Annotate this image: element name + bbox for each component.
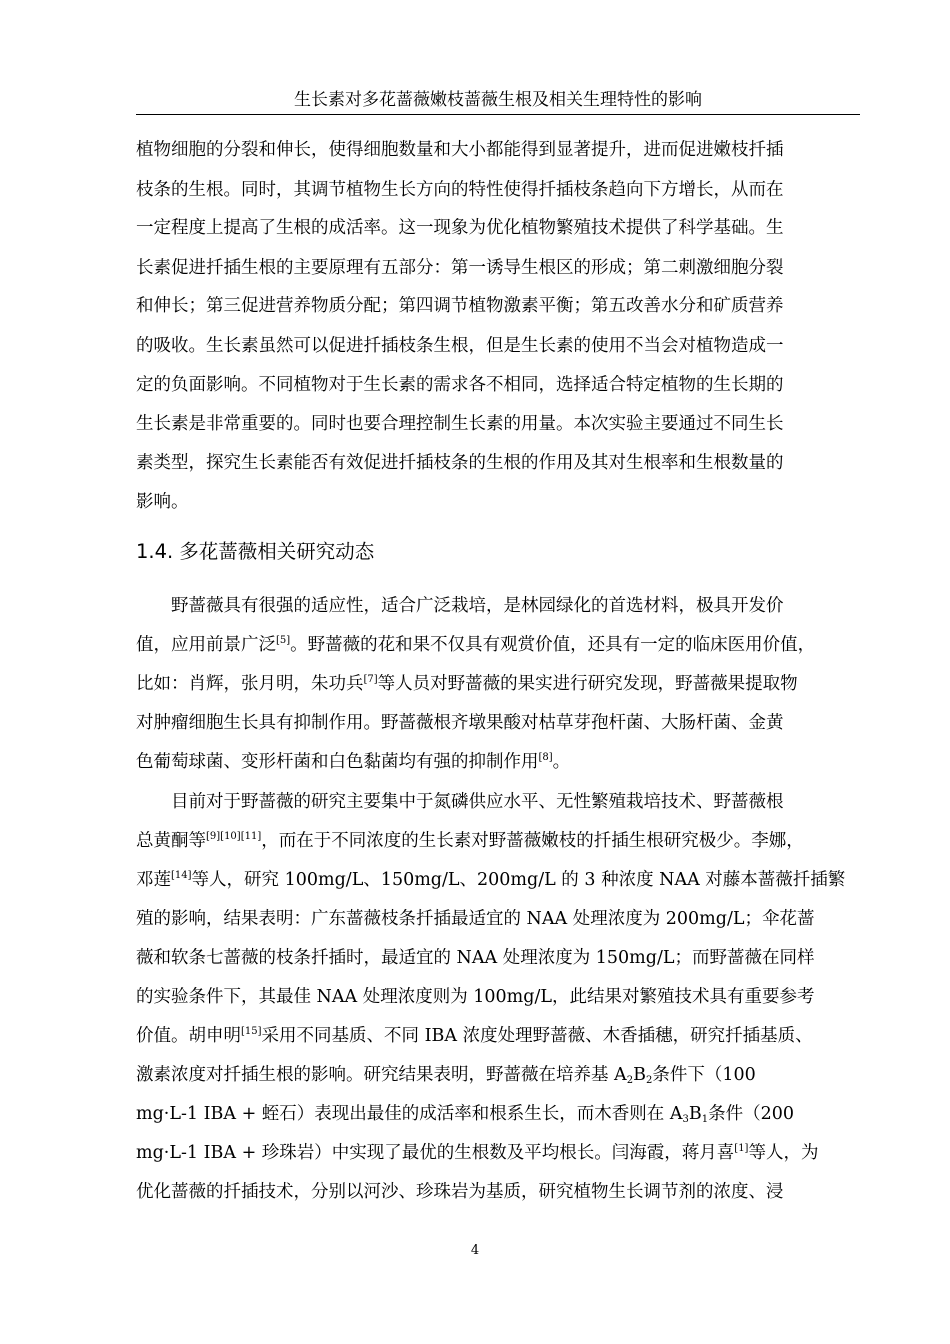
body-line: 一定程度上提高了生根的成活率。这一现象为优化植物繁殖技术提供了科学基础。生 — [136, 218, 784, 238]
section-number: 1.4. — [136, 540, 174, 563]
body-line: 的吸收。生长素虽然可以促进扦插枝条生根，但是生长素的使用不当会对植物造成一 — [136, 336, 784, 356]
body-line: 目前对于野蔷薇的研究主要集中于氮磷供应水平、无性繁殖栽培技术、野蔷薇根 — [171, 792, 784, 812]
citation[interactable]: [1] — [734, 1143, 749, 1154]
body-line: 对肿瘤细胞生长具有抑制作用。野蔷薇根齐墩果酸对枯草芽孢杆菌、大肠杆菌、金黄 — [136, 713, 784, 733]
citation[interactable]: [5] — [276, 635, 291, 646]
body-line: 影响。 — [136, 492, 189, 512]
body-line: 激素浓度对扦插生根的影响。研究结果表明，野蔷薇在培养基 $A_2B_2$条件下（100 — [136, 1065, 756, 1086]
body-line: 优化蔷薇的扦插技术，分别以河沙、珍珠岩为基质，研究植物生长调节剂的浓度、浸 — [136, 1182, 784, 1202]
body-line: 殖的影响，结果表明：广东蔷薇枝条扦插最适宜的 NAA 处理浓度为 200mg/L；伞花蔷 — [136, 909, 815, 929]
header-rule — [136, 114, 860, 115]
body-line: 总黄酮等[9][10][11]，而在于不同浓度的生长素对野蔷薇嫩枝的扦插生根研究极少。李娜， — [136, 831, 804, 851]
citation[interactable]: [14] — [171, 870, 192, 881]
body-line: 薇和软条七蔷薇的枝条扦插时，最适宜的 NAA 处理浓度为 150mg/L；而野蔷薇在同样 — [136, 948, 815, 968]
citation[interactable]: [9][10][11] — [206, 831, 262, 842]
body-line: 枝条的生根。同时，其调节植物生长方向的特性使得扦插枝条趋向下方增长，从而在 — [136, 180, 784, 200]
section-heading — [136, 538, 374, 566]
section-title: 多花蔷薇相关研究动态 — [179, 540, 375, 563]
body-line: mg·L-1 IBA + 珍珠岩）中实现了最优的生根数及平均根长。闫海霞，蒋月喜[1]等人，为 — [136, 1143, 819, 1163]
body-line: 素类型，探究生长素能否有效促进扦插枝条的生根的作用及其对生根率和生根数量的 — [136, 453, 784, 473]
citation[interactable]: [8] — [538, 752, 553, 763]
body-line: 植物细胞的分裂和伸长，使得细胞数量和大小都能得到显著提升，进而促进嫩枝扦插 — [136, 140, 784, 160]
body-line: 值，应用前景广泛[5]。野蔷薇的花和果不仅具有观赏价值，还具有一定的临床医用价值， — [136, 635, 816, 655]
body-line: 野蔷薇具有很强的适应性，适合广泛栽培，是林园绿化的首选材料，极具开发价 — [171, 596, 784, 616]
citation[interactable]: [15] — [241, 1026, 262, 1037]
body-line: mg·L-1 IBA + 蛭石）表现出最佳的成活率和根系生长，而木香则在 $A_3B_1$条件（200 — [136, 1104, 795, 1125]
body-line: 长素促进扦插生根的主要原理有五部分：第一诱导生根区的形成；第二刺激细胞分裂 — [136, 258, 784, 278]
running-header: 生长素对多花蔷薇嫩枝蔷薇生根及相关生理特性的影响 — [294, 90, 702, 110]
body-line: 比如：肖辉，张月明，朱功兵[7]等人员对野蔷薇的果实进行研究发现，野蔷薇果提取物 — [136, 674, 798, 694]
body-line: 和伸长；第三促进营养物质分配；第四调节植物激素平衡；第五改善水分和矿质营养 — [136, 296, 784, 316]
body-line: 价值。胡申明[15]采用不同基质、不同 IBA 浓度处理野蔷薇、木香插穗，研究扦插基质、 — [136, 1026, 813, 1046]
body-line: 色葡萄球菌、变形杆菌和白色黏菌均有强的抑制作用[8]。 — [136, 752, 571, 772]
body-line: 邓莲[14]等人，研究 100mg/L、150mg/L、200mg/L 的 3 种浓度 NAA 对藤本蔷薇扦插繁 — [136, 870, 846, 890]
page-number: 4 — [470, 1243, 480, 1258]
body-line: 定的负面影响。不同植物对于生长素的需求各不相同，选择适合特定植物的生长期的 — [136, 375, 784, 395]
body-line: 的实验条件下，其最佳 NAA 处理浓度则为 100mg/L，此结果对繁殖技术具有重要参考 — [136, 987, 815, 1007]
body-line: 生长素是非常重要的。同时也要合理控制生长素的用量。本次实验主要通过不同生长 — [136, 414, 784, 434]
citation[interactable]: [7] — [363, 674, 378, 685]
